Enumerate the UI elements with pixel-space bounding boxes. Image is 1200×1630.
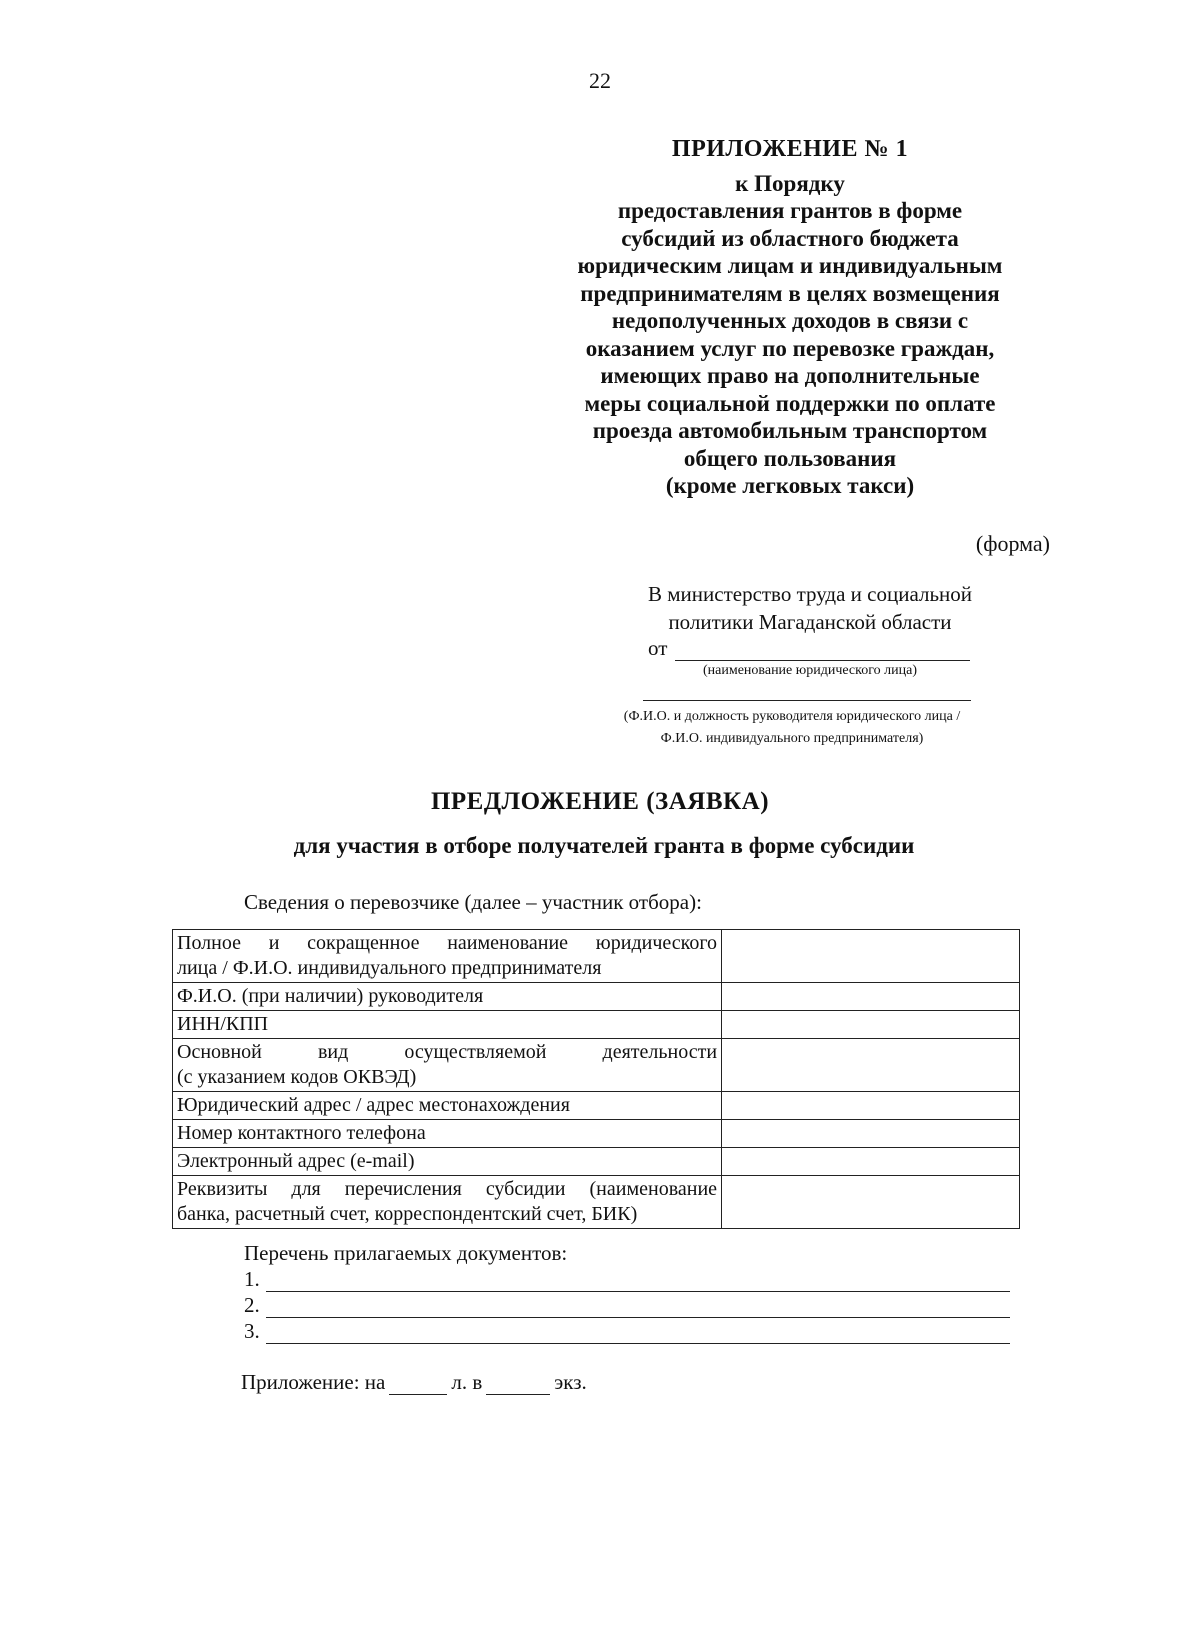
- document-blank[interactable]: [266, 1271, 1010, 1292]
- row-label: [173, 930, 722, 983]
- page-number: 22: [589, 68, 611, 93]
- appendix-line: меры социальной поддержки по оплате: [584, 390, 996, 416]
- entity-name-blank[interactable]: [675, 640, 970, 661]
- appendix-line: (кроме легковых такси): [665, 473, 915, 498]
- row-value-field[interactable]: [722, 983, 1020, 1011]
- table-row: [173, 930, 1020, 983]
- enclosure-line: [241, 1370, 587, 1395]
- row-value-field[interactable]: [722, 1092, 1020, 1120]
- enclosure-suffix: экз.: [554, 1370, 587, 1394]
- row-label-line: Реквизиты для перечисления субсидии (наименование: [177, 1178, 718, 1200]
- appendix-header: [540, 136, 1040, 500]
- list-item: [244, 1292, 1010, 1318]
- table-row: [173, 1039, 1020, 1092]
- copies-count-blank[interactable]: [486, 1374, 550, 1395]
- appendix-line: имеющих право на дополнительные: [600, 363, 980, 388]
- enclosure-prefix: Приложение: на: [241, 1370, 386, 1394]
- document-subtitle: для участия в отборе получателей гранта в форме субсидии: [293, 833, 915, 858]
- addressee-line: В министерство труда и социальной: [647, 582, 972, 606]
- table-row: [173, 1176, 1020, 1229]
- appendix-line: проезда автомобильным транспортом: [592, 418, 988, 443]
- appendix-title: ПРИЛОЖЕНИЕ № 1: [671, 136, 909, 162]
- list-item: [244, 1266, 1010, 1292]
- document-blank[interactable]: [266, 1297, 1010, 1318]
- table-row: [173, 983, 1020, 1011]
- list-item: [244, 1318, 1010, 1344]
- appendix-line: предпринимателям в целях возмещения: [580, 280, 1000, 306]
- row-label: Номер контактного телефона: [173, 1120, 722, 1148]
- head-name-blank[interactable]: [643, 700, 971, 701]
- row-label-line: лица / Ф.И.О. индивидуального предпринимателя: [177, 957, 602, 979]
- row-label: ИНН/КПП: [173, 1011, 722, 1039]
- row-value-field[interactable]: [722, 1148, 1020, 1176]
- row-label: Электронный адрес (e-mail): [173, 1148, 722, 1176]
- row-value-field[interactable]: [722, 1120, 1020, 1148]
- row-label: Ф.И.О. (при наличии) руководителя: [173, 983, 722, 1011]
- appendix-line: субсидий из областного бюджета: [621, 225, 959, 251]
- row-label: Юридический адрес / адрес местонахождения: [173, 1092, 722, 1120]
- head-caption-line: Ф.И.О. индивидуального предпринимателя): [660, 731, 924, 746]
- row-label-line: (с указанием кодов ОКВЭД): [177, 1066, 417, 1088]
- list-item-number: 3.: [244, 1319, 260, 1343]
- pages-count-blank[interactable]: [389, 1374, 447, 1395]
- from-row: [648, 636, 970, 661]
- list-item-number: 1.: [244, 1267, 260, 1291]
- row-label: [173, 1176, 722, 1229]
- head-caption-line: (Ф.И.О. и должность руководителя юридического лица /: [623, 709, 961, 724]
- carrier-info-table: [172, 929, 1020, 1229]
- appendix-line: юридическим лицам и индивидуальным: [577, 253, 1003, 278]
- row-label: [173, 1039, 722, 1092]
- table-row: [173, 1120, 1020, 1148]
- form-note: (форма): [975, 531, 1050, 556]
- row-value-field[interactable]: [722, 930, 1020, 983]
- head-caption: [572, 706, 1012, 750]
- carrier-intro: Сведения о перевозчике (далее – участник отбора):: [244, 890, 702, 914]
- documents-heading: Перечень прилагаемых документов:: [244, 1241, 568, 1265]
- entity-caption: (наименование юридического лица): [703, 663, 917, 678]
- document-title: ПРЕДЛОЖЕНИЕ (ЗАЯВКА): [430, 788, 770, 815]
- list-item-number: 2.: [244, 1293, 260, 1317]
- appendix-line: недополученных доходов в связи с: [611, 308, 969, 333]
- row-value-field[interactable]: [722, 1011, 1020, 1039]
- appendix-line: предоставления грантов в форме: [617, 198, 963, 223]
- enclosure-middle: л. в: [451, 1370, 483, 1394]
- row-value-field[interactable]: [722, 1039, 1020, 1092]
- row-value-field[interactable]: [722, 1176, 1020, 1229]
- row-label-line: банка, расчетный счет, корреспондентский счет, БИК): [177, 1203, 638, 1225]
- table-row: [173, 1092, 1020, 1120]
- addressee-line: политики Магаданской области: [668, 610, 952, 634]
- appendix-line: к Порядку: [735, 170, 845, 196]
- row-label-line: Основной вид осуществляемой деятельности: [177, 1041, 718, 1063]
- from-label: от: [648, 636, 668, 660]
- appendix-line: оказанием услуг по перевозке граждан,: [585, 335, 995, 361]
- table-row: [173, 1011, 1020, 1039]
- addressee-block: [600, 580, 1020, 636]
- appendix-line: общего пользования: [683, 445, 897, 471]
- documents-list: [244, 1240, 1010, 1344]
- document-blank[interactable]: [266, 1323, 1010, 1344]
- row-label-line: Полное и сокращенное наименование юридического: [177, 932, 718, 954]
- table-row: [173, 1148, 1020, 1176]
